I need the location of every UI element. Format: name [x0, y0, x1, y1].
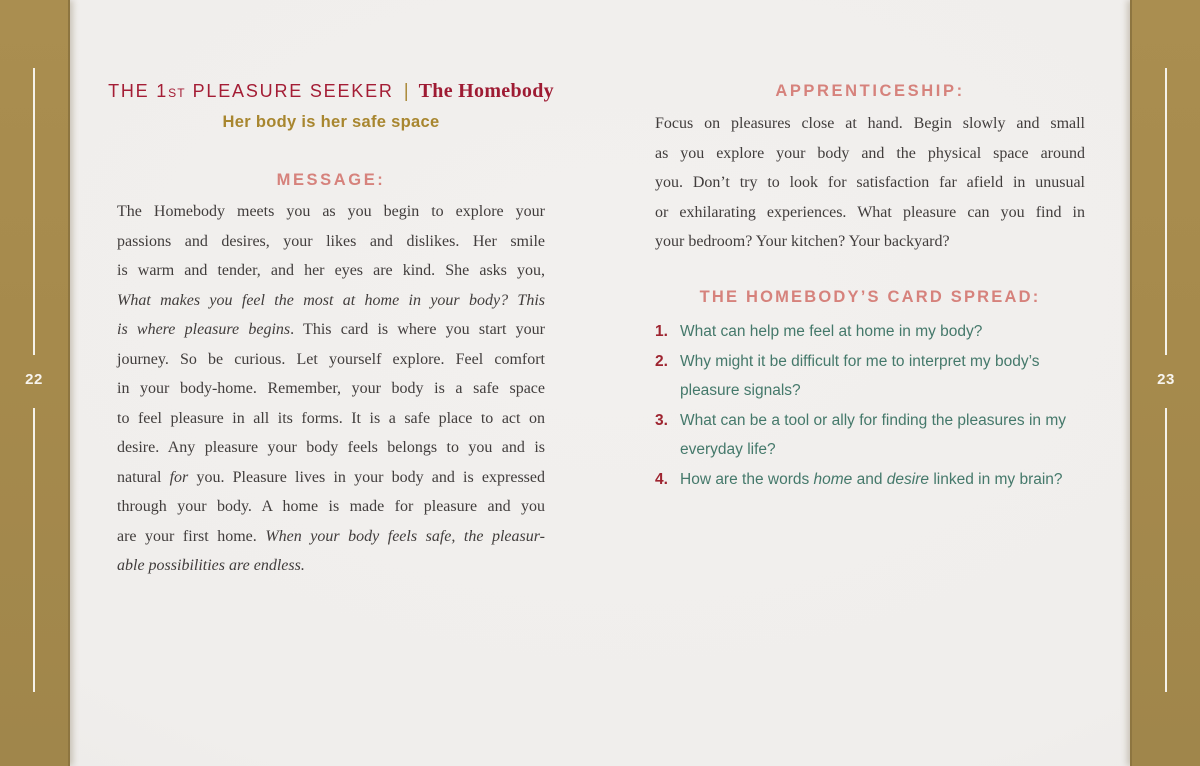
left-margin-rule-top — [33, 68, 35, 355]
paragraph-line — [680, 347, 1085, 377]
text-segment: desire — [886, 470, 930, 488]
text-segment: desire. Any pleasure your body feels belongs to you and is — [117, 439, 545, 456]
spread-item-number: 2. — [655, 352, 668, 370]
paragraph-line — [117, 227, 545, 257]
paragraph-line — [117, 374, 545, 404]
card-subtitle: Her body is her safe space — [222, 113, 440, 131]
card-spread-heading: THE HOMEBODY’S CARD SPREAD: — [699, 288, 1041, 306]
paragraph-line — [680, 465, 1085, 495]
right-page-number: 23 — [1157, 371, 1175, 388]
paragraph-line — [117, 433, 545, 463]
text-segment: journey. So be curious. Let yourself explore. Feel comfort — [117, 350, 545, 368]
text-segment: Why might it be difficult for me to interpret my body’s — [680, 352, 1040, 370]
text-segment: home — [813, 470, 853, 488]
text-segment: Focus on pleasures close at hand. Begin slowly and small — [655, 115, 1085, 132]
spread-item-text — [680, 317, 1085, 347]
spread-item-number: 1. — [655, 323, 668, 340]
text-segment: your bedroom? Your kitchen? Your backyard? — [655, 233, 950, 250]
text-segment: as you explore your body and the physical space around — [655, 144, 1085, 162]
text-segment: you. Pleasure lives in your body and is expressed — [188, 468, 545, 486]
left-page-number: 22 — [25, 371, 43, 388]
card-spread-list — [655, 317, 1085, 494]
spread-item-number: 3. — [655, 411, 668, 429]
text-segment: able possibilities are endless. — [117, 557, 305, 574]
text-segment: . This card is where you start your — [290, 321, 545, 338]
paragraph-line — [680, 376, 1085, 406]
paragraph-line — [117, 256, 545, 286]
title-separator: | — [403, 81, 409, 102]
text-segment: pleasure signals? — [680, 382, 801, 399]
card-title — [108, 80, 554, 103]
message-heading: MESSAGE: — [276, 171, 386, 189]
paragraph-line — [117, 551, 545, 581]
right-margin-rule-top — [1165, 68, 1167, 355]
text-segment: is warm and tender, and her eyes are kind. She asks you, — [117, 262, 545, 279]
paragraph-line — [117, 404, 545, 434]
text-segment: natural — [117, 468, 170, 486]
paragraph-line — [117, 463, 545, 493]
text-segment: What can be a tool or ally for finding the pleasures in my — [680, 411, 1066, 429]
spread-item — [655, 465, 1085, 495]
spread-item — [655, 347, 1085, 406]
text-segment: The Homebody meets you as you begin to explore your — [117, 203, 545, 220]
paragraph-line — [117, 345, 545, 375]
paragraph-line — [117, 197, 545, 227]
right-cover-strip — [1130, 0, 1200, 766]
text-segment: for — [169, 468, 189, 486]
left-cover-strip — [0, 0, 70, 766]
paragraph-line — [680, 435, 1085, 465]
text-segment: When your body feels safe, the pleasur- — [265, 527, 545, 545]
card-title-prefix: THE 1ST PLEASURE SEEKER — [108, 81, 394, 101]
ordinal-suffix: ST — [168, 86, 186, 100]
right-margin-rule-bottom — [1165, 408, 1167, 692]
paragraph-line — [117, 492, 545, 522]
text-segment: or exhilarating experiences. What pleasure can you find in — [655, 203, 1085, 221]
spread-item-text — [680, 465, 1085, 495]
message-paragraph — [117, 197, 545, 581]
spread-item-number: 4. — [655, 470, 668, 488]
paragraph-line — [117, 286, 545, 316]
spread-item-text — [680, 347, 1085, 406]
text-segment: everyday life? — [680, 441, 776, 458]
text-segment: linked in my brain? — [929, 470, 1063, 488]
text-segment: you. Don’t try to look for satisfaction far afield in unusual — [655, 174, 1085, 191]
card-name: The Homebody — [418, 80, 554, 102]
paragraph-line — [117, 522, 545, 552]
text-segment: passions and desires, your likes and dislikes. Her smile — [117, 232, 545, 250]
text-segment: What makes you feel the most at home in your body? This — [117, 291, 545, 309]
spread-item — [655, 406, 1085, 465]
text-segment: is where pleasure begins — [117, 321, 291, 338]
paragraph-line — [117, 315, 545, 345]
paragraph-line — [655, 109, 1085, 139]
spread-item — [655, 317, 1085, 347]
spread-item-text — [680, 406, 1085, 465]
text-segment: and — [852, 470, 887, 488]
apprenticeship-heading: APPRENTICESHIP: — [775, 82, 965, 100]
paragraph-line — [655, 139, 1085, 169]
text-segment: through your body. A home is made for pleasure and you — [117, 498, 545, 515]
text-segment: are your first home. — [117, 527, 266, 545]
paragraph-line — [655, 198, 1085, 228]
text-segment: How are the words — [680, 470, 814, 488]
text-segment: to feel pleasure in all its forms. It is a safe place to act on — [117, 409, 545, 427]
paragraph-line — [655, 227, 1085, 257]
apprenticeship-paragraph — [655, 109, 1085, 257]
text-segment: in your body-home. Remember, your body is a safe space — [117, 380, 545, 397]
left-margin-rule-bottom — [33, 408, 35, 692]
paragraph-line — [680, 406, 1085, 436]
text-segment: What can help me feel at home in my body? — [680, 323, 983, 340]
paragraph-line — [655, 168, 1085, 198]
paragraph-line — [680, 317, 1085, 347]
